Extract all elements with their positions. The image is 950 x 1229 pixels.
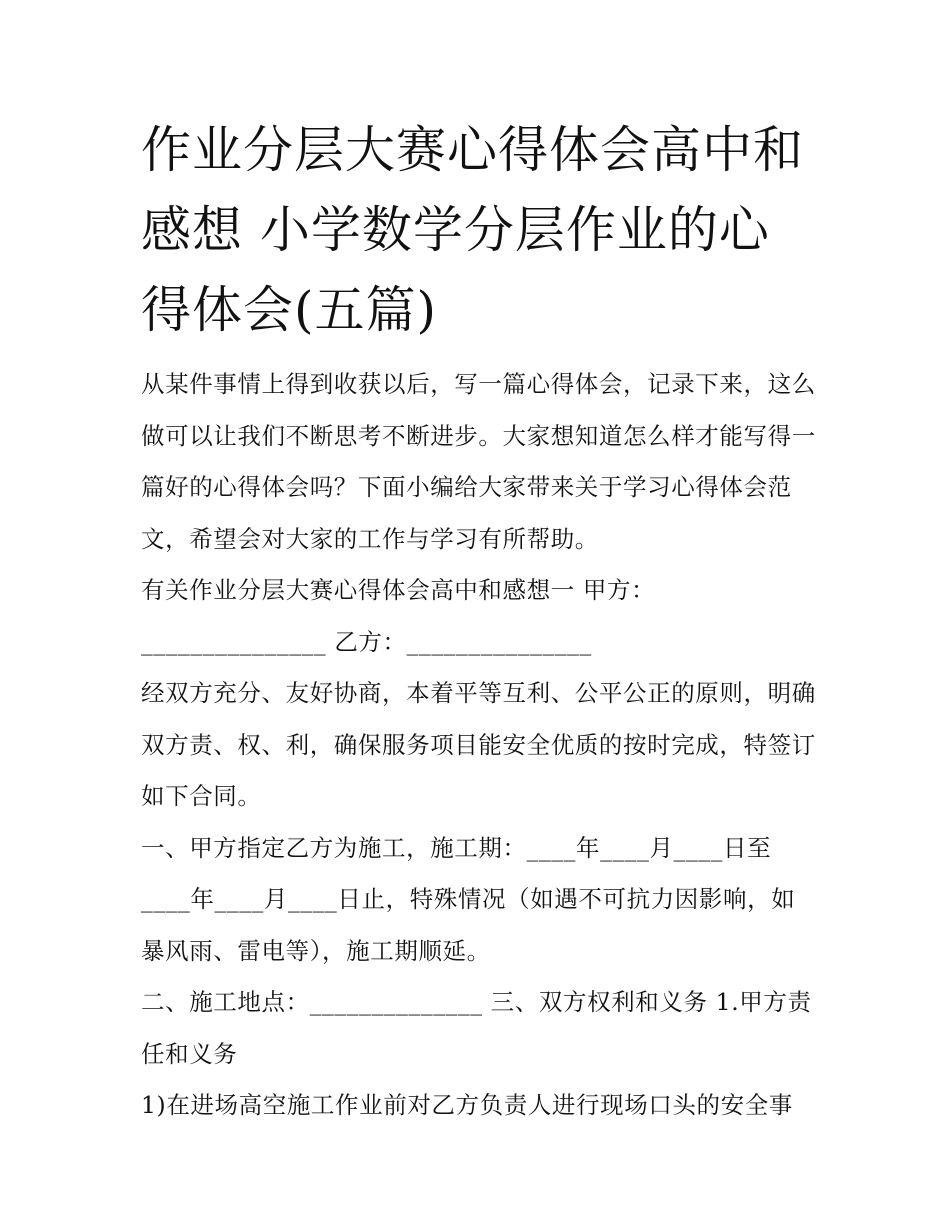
party-b-line: _______________ 乙方：_______________ [141,627,592,656]
clause-one-paragraph: 一、甲方指定乙方为施工，施工期：____年____月____日至____年____月____日止，特殊情况（如遇不可抗力因影响，如暴风雨、雷电等），施工期顺延。 [141,833,796,965]
intro-paragraph: 从某件事情上得到收获以后，写一篇心得体会，记录下来，这么做可以让我们不断思考不断进步。大家想知道怎么样才能写得一篇好的心得体会吗？下面小编给大家带来关于学习心得体会范文，希望会对大家的工作与学习有所帮助。 [141,370,816,553]
document-title: 作业分层大赛心得体会高中和感想 小学数学分层作业的心得体会(五篇) [141,121,804,339]
section-heading-party-a: 有关作业分层大赛心得体会高中和感想一 甲方： [141,576,656,604]
clause-three-item-1: 1)在进场高空施工作业前对乙方负责人进行现场口头的安全事 [141,1091,793,1119]
clause-two-paragraph: 二、施工地点：______________ 三、双方权利和义务 1.甲方责任和义务 [141,988,812,1068]
document-page [141,110,816,1132]
agreement-paragraph: 经双方充分、友好协商，本着平等互利、公平公正的原则，明确双方责、权、利，确保服务项目能安全优质的按时完成，特签订如下合同。 [141,679,816,810]
